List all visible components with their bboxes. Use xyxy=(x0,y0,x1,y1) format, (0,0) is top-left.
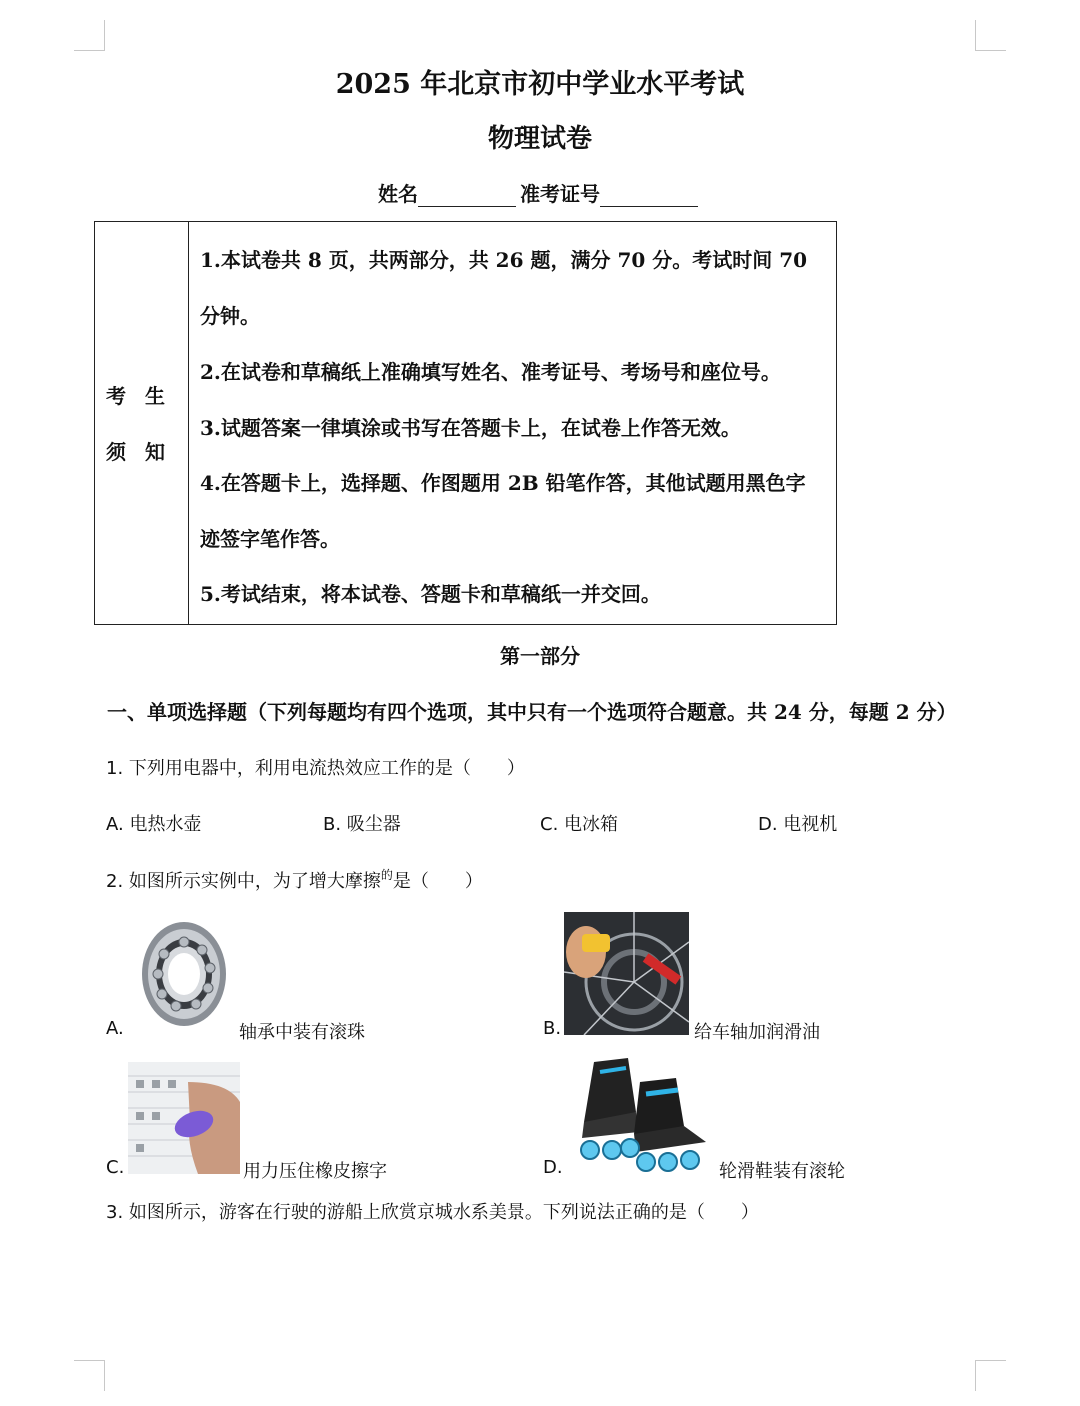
name-label: 姓名 xyxy=(378,182,418,206)
question-2-stem-text: 2. 如图所示实例中，为了增大摩擦 xyxy=(106,871,381,892)
notice-label: 考 生 须 知 xyxy=(106,384,171,464)
skate-image xyxy=(566,1052,714,1176)
q1-option-b[interactable]: B. 吸尘器 xyxy=(323,814,401,835)
q2-option-b-caption: 给车轴加润滑油 xyxy=(694,1022,820,1043)
q2-option-c-letter[interactable]: C. xyxy=(106,1157,125,1178)
notice-item: 4.在答题卡上，选择题、作图题用 2B 铅笔作答，其他试题用黑色字 xyxy=(200,471,806,495)
question-1-stem: 1. 下列用电器中，利用电流热效应工作的是（ ） xyxy=(106,758,525,779)
q2-option-d-caption: 轮滑鞋装有滚轮 xyxy=(719,1161,845,1182)
q1-option-c[interactable]: C. 电冰箱 xyxy=(540,814,619,835)
corner-mark xyxy=(74,20,105,51)
exam-subtitle: 物理试卷 xyxy=(487,124,592,154)
section-title: 一、单项选择题（下列每题均有四个选项，其中只有一个选项符合题意。共 24 分，每题 2 分） xyxy=(107,700,957,724)
question-2-stem xyxy=(106,867,483,893)
exam-title: 2025 年北京市初中学业水平考试 xyxy=(335,69,745,100)
name-blank[interactable] xyxy=(418,186,516,207)
q2-option-b-letter[interactable]: B. xyxy=(543,1018,562,1039)
bearing-image xyxy=(132,912,232,1034)
question-2-stem-end: 是（ ） xyxy=(392,871,483,892)
corner-mark xyxy=(975,1360,1006,1391)
corner-mark xyxy=(74,1360,105,1391)
notice-item: 2.在试卷和草稿纸上准确填写姓名、准考证号、考场号和座位号。 xyxy=(200,360,781,384)
notice-item: 分钟。 xyxy=(200,304,260,328)
part-title: 第一部分 xyxy=(500,644,580,668)
notice-item: 5.考试结束，将本试卷、答题卡和草稿纸一并交回。 xyxy=(200,582,661,606)
q1-option-a[interactable]: A. 电热水壶 xyxy=(106,814,202,835)
question-2-stem-sup: 的 xyxy=(380,868,393,882)
corner-mark xyxy=(975,20,1006,51)
id-blank[interactable] xyxy=(600,186,698,207)
q2-option-a-caption: 轴承中装有滚珠 xyxy=(239,1022,365,1043)
notice-item: 迹签字笔作答。 xyxy=(200,527,340,551)
bike-oil-image xyxy=(564,912,689,1035)
name-row xyxy=(0,178,1080,207)
q2-option-d-letter[interactable]: D. xyxy=(543,1157,563,1178)
notice-item: 1.本试卷共 8 页，共两部分，共 26 题，满分 70 分。考试时间 70 xyxy=(200,248,808,272)
question-3-stem: 3. 如图所示，游客在行驶的游船上欣赏京城水系美景。下列说法正确的是（ ） xyxy=(106,1202,759,1223)
eraser-image xyxy=(128,1062,240,1174)
q2-option-c-caption: 用力压住橡皮擦字 xyxy=(243,1161,387,1182)
id-label: 准考证号 xyxy=(520,182,600,206)
q2-option-a-letter[interactable]: A. xyxy=(106,1018,124,1039)
q1-option-d[interactable]: D. 电视机 xyxy=(758,814,838,835)
notice-item: 3.试题答案一律填涂或书写在答题卡上，在试卷上作答无效。 xyxy=(200,416,741,440)
